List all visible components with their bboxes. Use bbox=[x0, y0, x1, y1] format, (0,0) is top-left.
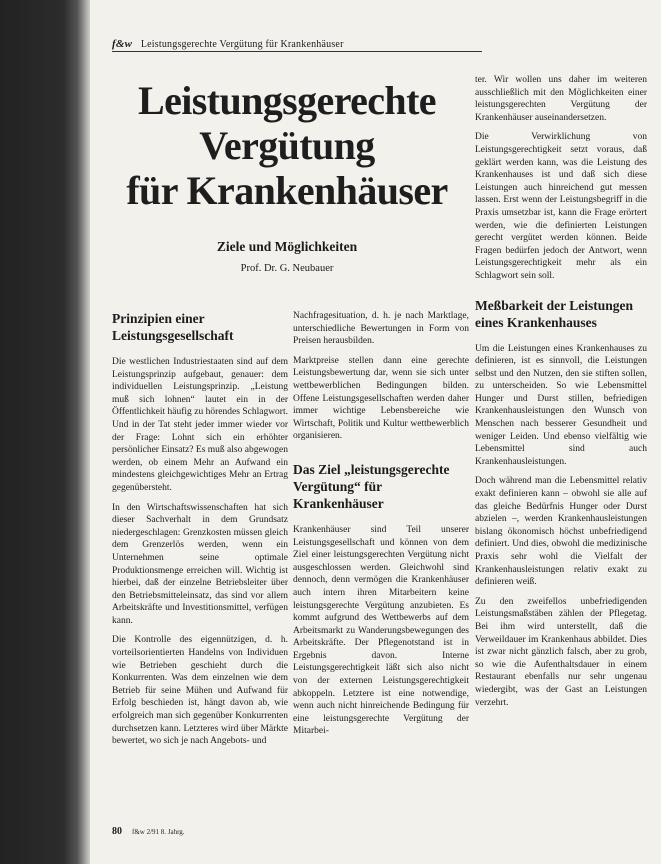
page-number: 80 bbox=[112, 826, 122, 837]
column-1 bbox=[112, 310, 288, 755]
running-header bbox=[112, 38, 482, 52]
paragraph: Krankenhäuser sind Teil unserer Leistungsgesellschaft und können von dem Ziel einer leistungsgerechten Vergütung nicht ausgeschlossen werden. Gleichwohl sind dennoch, denn vermögen die Krankenhäuser auch intern ihren Mitarbeitern keine leistungsgerechte Vergütung anzubieten. Es kommt aufgrund des Wettbewerbs auf dem Arbeitsmarkt zu Wanderungsbewegungen des Arbeitskräfte. Der Pflegenotstand ist in Ergebnis davon. Interne Leistungsgerechtigkeit läßt sich also nicht von der externen Leistungsgerechtigkeit abkoppeln. Letztere ist eine notwendige, wenn auch nicht hinreichende Bedingung für eine leistungsgerechte Vergütung der Mitarbei- bbox=[293, 524, 469, 737]
paragraph: Doch während man die Lebensmittel relativ exakt definieren kann – obwohl sie alle auf das gleiche Bedürfnis Hunger oder Durst abzielen –, werden Krankenhausleistungen bislang ökonomisch höchst unbefriedigend definiert. Und dies, obwohl die medizinische Praxis sehr wohl die Vielfalt der Krankenhausleistungen relativ exakt zu definieren weiß. bbox=[475, 476, 647, 588]
page-footer bbox=[112, 826, 185, 837]
section-heading: Prinzipien einer Leistungsgesellschaft bbox=[112, 311, 234, 343]
running-title: Leistungsgerechte Vergütung für Krankenhäuser bbox=[140, 39, 344, 50]
title-line: Leistungsgerechte bbox=[138, 78, 436, 123]
paragraph: ter. Wir wollen uns daher im weiteren ausschließlich mit den Möglichkeiten einer leistungsgerechten Vergütung der Krankenhäuser auseinandersetzen. bbox=[475, 75, 647, 123]
author-line: Prof. Dr. G. Neubauer bbox=[240, 263, 334, 274]
paragraph: In den Wirtschaftswissenschaften hat sich dieser Sachverhalt in dem Grundsatz niedergeschlagen: Grenzkosten müssen gleich dem Grenzerlös werden, wenn ein Unternehmen seine optimale Produktionsmenge erreichen will. Wichtig ist hierbei, daß der einzelne Betriebsleiter über den Betriebsmitteleinsatz, das sind vor allem Arbeitskräfte und Investitionsmittel, verfügen kann. bbox=[112, 502, 288, 626]
paragraph: Marktpreise stellen dann eine gerechte Leistungsbewertung dar, wenn sie sich unter wettbewerblichen Bedingungen bilden. Offene Leistungsgesellschaften werden daher immer wichtige Lebensbereiche wie Wirtschaft, Politik und Kultur wettbewerblich organisieren. bbox=[293, 355, 469, 442]
paragraph: Die Verwirklichung von Leistungsgerechtigkeit setzt voraus, daß geklärt werden kann, was die Leistung des Krankenhauses ist und daß sich diese Leistungen auch hinreichend gut messen lassen. Erst wenn der Leistungsbegriff in die Praxis umsetzbar ist, kann die Frage erörtert werden, wie die definierten Leistungen gerecht vergütet werden können. Beide Fragen bedürfen jedoch der Antwort, wenn Leistungsgerechtigkeit mehr als ein Schlagwort sein soll. bbox=[475, 132, 647, 281]
paragraph: Die Kontrolle des eigennützigen, d. h. vorteilsorientierten Handelns von Individuen wie Betrieben geschieht durch die Konkurrenten. Was dem einzelnen wie dem Betrieb für seine Mühen und Aufwand für Erfolg beschieden ist, hängt davon ab, wie erfolgreich man sich gegenüber Konkurrenten durchsetzen kann. Letzteres wird über Märkte bewertet, wo sich je nach Angebots- und bbox=[112, 635, 288, 747]
paragraph: Die westlichen Industriestaaten sind auf dem Leistungsprinzip aufgebaut, genauer: dem individuellen Leistungsprinzip. „Leistung muß sich lohnen“ lautet ein in der Öffentlichkeit häufig zu hörendes Schlagwort. Und in der Tat steht jeder immer wieder vor der Frage: Lohnt sich ein erhöhter persönlicher Einsatz? Es muß also abgewogen werden, ob einem Mehr an Aufwand ein mindestens gleichgewichtiges Mehr an Ertrag gegenübersteht. bbox=[112, 357, 288, 493]
title-line: für Krankenhäuser bbox=[126, 168, 448, 213]
binding-edge bbox=[0, 0, 90, 864]
section-heading: Meßbarkeit der Leistungen eines Krankenhauses bbox=[475, 297, 633, 330]
article-subtitle: Ziele und Möglichkeiten bbox=[216, 239, 358, 254]
title-line: Vergütung bbox=[199, 123, 375, 168]
section-heading: Das Ziel „leistungsgerechte Vergütung“ für Krankenhäuser bbox=[293, 461, 450, 511]
paragraph: Zu den zweifellos unbefriedigenden Leistungsmaßstäben zählen der Pflegetag. Bei ihm wird unterstellt, daß die Verweildauer im Krankenhaus abbildet. Dies ist zwar nicht gänzlich falsch, aber zu grob, so wie die Aufenthaltsdauer in einem Restaurant ebenfalls nur sehr ungenau wiedergibt, was der Gast an Leistungen verzehrt. bbox=[475, 596, 647, 708]
column-3 bbox=[475, 74, 647, 716]
paragraph: Nachfragesituation, d. h. je nach Marktlage, unterschiedliche Bewertungen in Form von Preisen herausbilden. bbox=[293, 311, 469, 347]
issue-info: f&w 2/91 8. Jahrg. bbox=[132, 828, 185, 836]
magazine-logo: f&w bbox=[112, 38, 133, 50]
article-title bbox=[112, 78, 462, 213]
paragraph: Um die Leistungen eines Krankenhauses zu definieren, ist es sinnvoll, die Leistungen selbst und den Nutzen, den sie stiften sollen, zu unterscheiden. So wie Lebensmittel Hunger und Durst stillen, befriedigen Krankenhausleistungen den Wunsch von Menschen nach besserer Gesundheit und weniger Leiden. Und ebenso vielfältig wie Lebensmittel sind auch Krankenhausleistungen. bbox=[475, 343, 647, 467]
column-2 bbox=[293, 310, 469, 745]
